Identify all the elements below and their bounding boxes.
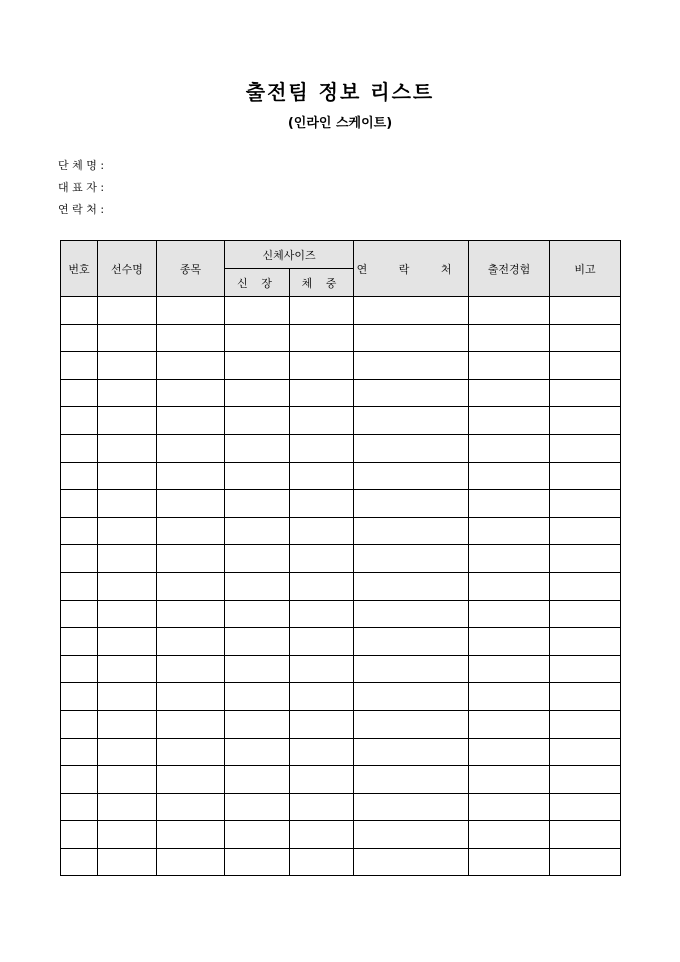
cell-number[interactable] [61, 683, 98, 711]
cell-height[interactable] [225, 766, 290, 794]
table-row [61, 738, 621, 766]
cell-remarks[interactable] [550, 297, 621, 325]
cell-player-name[interactable] [98, 490, 157, 518]
cell-event[interactable] [157, 655, 225, 683]
cell-weight[interactable] [290, 545, 354, 573]
cell-weight[interactable] [290, 628, 354, 656]
cell-height[interactable] [225, 407, 290, 435]
cell-weight[interactable] [290, 434, 354, 462]
cell-number[interactable] [61, 379, 98, 407]
cell-experience[interactable] [469, 379, 550, 407]
cell-experience[interactable] [469, 407, 550, 435]
cell-experience[interactable] [469, 572, 550, 600]
cell-experience[interactable] [469, 793, 550, 821]
cell-contact[interactable] [354, 793, 469, 821]
cell-event[interactable] [157, 352, 225, 380]
cell-experience[interactable] [469, 766, 550, 794]
contact-label: 연 락 처 : [58, 203, 105, 216]
cell-weight[interactable] [290, 600, 354, 628]
cell-remarks[interactable] [550, 600, 621, 628]
cell-weight[interactable] [290, 848, 354, 876]
table-row [61, 379, 621, 407]
cell-player-name[interactable] [98, 628, 157, 656]
cell-remarks[interactable] [550, 628, 621, 656]
cell-number[interactable] [61, 766, 98, 794]
cell-contact[interactable] [354, 379, 469, 407]
cell-weight[interactable] [290, 766, 354, 794]
cell-weight[interactable] [290, 738, 354, 766]
cell-number[interactable] [61, 655, 98, 683]
cell-contact[interactable] [354, 490, 469, 518]
cell-event[interactable] [157, 683, 225, 711]
page-subtitle: (인라인 스케이트) [287, 116, 393, 131]
cell-number[interactable] [61, 738, 98, 766]
table-row [61, 655, 621, 683]
page-title: 출전팀 정보 리스트 [245, 80, 435, 104]
cell-remarks[interactable] [550, 517, 621, 545]
cell-remarks[interactable] [550, 352, 621, 380]
table-row [61, 297, 621, 325]
table-row [61, 821, 621, 849]
cell-remarks[interactable] [550, 710, 621, 738]
cell-player-name[interactable] [98, 683, 157, 711]
cell-player-name[interactable] [98, 766, 157, 794]
cell-event[interactable] [157, 848, 225, 876]
cell-experience[interactable] [469, 848, 550, 876]
cell-weight[interactable] [290, 407, 354, 435]
cell-weight[interactable] [290, 324, 354, 352]
cell-weight[interactable] [290, 490, 354, 518]
cell-remarks[interactable] [550, 490, 621, 518]
cell-player-name[interactable] [98, 738, 157, 766]
cell-experience[interactable] [469, 490, 550, 518]
cell-contact[interactable] [354, 821, 469, 849]
cell-event[interactable] [157, 821, 225, 849]
cell-weight[interactable] [290, 572, 354, 600]
cell-remarks[interactable] [550, 434, 621, 462]
cell-remarks[interactable] [550, 324, 621, 352]
cell-remarks[interactable] [550, 407, 621, 435]
cell-event[interactable] [157, 297, 225, 325]
table-row [61, 848, 621, 876]
cell-event[interactable] [157, 710, 225, 738]
cell-number[interactable] [61, 517, 98, 545]
table-row [61, 628, 621, 656]
cell-event[interactable] [157, 517, 225, 545]
cell-height[interactable] [225, 572, 290, 600]
cell-height[interactable] [225, 628, 290, 656]
cell-experience[interactable] [469, 324, 550, 352]
cell-number[interactable] [61, 490, 98, 518]
cell-weight[interactable] [290, 683, 354, 711]
cell-height[interactable] [225, 821, 290, 849]
cell-remarks[interactable] [550, 848, 621, 876]
cell-height[interactable] [225, 793, 290, 821]
cell-remarks[interactable] [550, 379, 621, 407]
cell-height[interactable] [225, 324, 290, 352]
cell-height[interactable] [225, 683, 290, 711]
table-row [61, 462, 621, 490]
cell-experience[interactable] [469, 628, 550, 656]
cell-number[interactable] [61, 462, 98, 490]
cell-player-name[interactable] [98, 379, 157, 407]
cell-event[interactable] [157, 490, 225, 518]
cell-height[interactable] [225, 434, 290, 462]
cell-event[interactable] [157, 600, 225, 628]
roster-body [61, 297, 621, 876]
team-info [58, 155, 104, 221]
cell-event[interactable] [157, 407, 225, 435]
cell-height[interactable] [225, 545, 290, 573]
cell-number[interactable] [61, 821, 98, 849]
header-experience: 출전경험 [469, 241, 550, 297]
cell-height[interactable] [225, 738, 290, 766]
cell-contact[interactable] [354, 462, 469, 490]
cell-event[interactable] [157, 572, 225, 600]
cell-player-name[interactable] [98, 710, 157, 738]
cell-player-name[interactable] [98, 848, 157, 876]
cell-weight[interactable] [290, 793, 354, 821]
table-row [61, 490, 621, 518]
cell-contact[interactable] [354, 655, 469, 683]
cell-height[interactable] [225, 517, 290, 545]
cell-event[interactable] [157, 379, 225, 407]
cell-experience[interactable] [469, 517, 550, 545]
cell-experience[interactable] [469, 600, 550, 628]
table-row [61, 545, 621, 573]
cell-player-name[interactable] [98, 821, 157, 849]
table-row [61, 434, 621, 462]
cell-player-name[interactable] [98, 572, 157, 600]
cell-experience[interactable] [469, 462, 550, 490]
cell-event[interactable] [157, 793, 225, 821]
table-row [61, 766, 621, 794]
cell-contact[interactable] [354, 352, 469, 380]
cell-player-name[interactable] [98, 324, 157, 352]
cell-contact[interactable] [354, 324, 469, 352]
cell-weight[interactable] [290, 297, 354, 325]
cell-number[interactable] [61, 600, 98, 628]
cell-height[interactable] [225, 462, 290, 490]
cell-height[interactable] [225, 710, 290, 738]
cell-remarks[interactable] [550, 766, 621, 794]
cell-remarks[interactable] [550, 683, 621, 711]
cell-event[interactable] [157, 628, 225, 656]
cell-height[interactable] [225, 352, 290, 380]
representative-label: 대 표 자 : [58, 181, 105, 194]
table-row [61, 600, 621, 628]
cell-player-name[interactable] [98, 793, 157, 821]
cell-experience[interactable] [469, 683, 550, 711]
table-row [61, 683, 621, 711]
cell-event[interactable] [157, 738, 225, 766]
cell-height[interactable] [225, 848, 290, 876]
cell-player-name[interactable] [98, 407, 157, 435]
cell-weight[interactable] [290, 462, 354, 490]
cell-weight[interactable] [290, 379, 354, 407]
cell-height[interactable] [225, 379, 290, 407]
table-row [61, 710, 621, 738]
cell-weight[interactable] [290, 821, 354, 849]
cell-contact[interactable] [354, 407, 469, 435]
cell-event[interactable] [157, 462, 225, 490]
cell-experience[interactable] [469, 710, 550, 738]
table-row [61, 793, 621, 821]
header-body-size: 신체사이즈 [225, 241, 354, 269]
cell-contact[interactable] [354, 517, 469, 545]
cell-remarks[interactable] [550, 545, 621, 573]
cell-contact[interactable] [354, 710, 469, 738]
cell-remarks[interactable] [550, 738, 621, 766]
cell-height[interactable] [225, 490, 290, 518]
cell-number[interactable] [61, 545, 98, 573]
roster-table [60, 240, 621, 876]
cell-contact[interactable] [354, 683, 469, 711]
cell-weight[interactable] [290, 655, 354, 683]
cell-player-name[interactable] [98, 462, 157, 490]
cell-experience[interactable] [469, 297, 550, 325]
table-row [61, 572, 621, 600]
cell-number[interactable] [61, 793, 98, 821]
cell-number[interactable] [61, 352, 98, 380]
cell-height[interactable] [225, 655, 290, 683]
cell-number[interactable] [61, 434, 98, 462]
cell-experience[interactable] [469, 738, 550, 766]
cell-remarks[interactable] [550, 572, 621, 600]
cell-player-name[interactable] [98, 352, 157, 380]
cell-player-name[interactable] [98, 655, 157, 683]
cell-contact[interactable] [354, 572, 469, 600]
header-height: 신 장 [225, 269, 290, 297]
cell-remarks[interactable] [550, 655, 621, 683]
cell-height[interactable] [225, 297, 290, 325]
cell-experience[interactable] [469, 352, 550, 380]
cell-event[interactable] [157, 545, 225, 573]
cell-weight[interactable] [290, 352, 354, 380]
cell-number[interactable] [61, 848, 98, 876]
cell-player-name[interactable] [98, 517, 157, 545]
team-name-label: 단 체 명 : [58, 159, 105, 172]
cell-number[interactable] [61, 572, 98, 600]
cell-contact[interactable] [354, 297, 469, 325]
cell-player-name[interactable] [98, 600, 157, 628]
header-remarks: 비고 [550, 241, 621, 297]
cell-number[interactable] [61, 324, 98, 352]
table-row [61, 324, 621, 352]
cell-remarks[interactable] [550, 462, 621, 490]
cell-contact[interactable] [354, 738, 469, 766]
cell-contact[interactable] [354, 628, 469, 656]
cell-event[interactable] [157, 324, 225, 352]
cell-player-name[interactable] [98, 434, 157, 462]
cell-weight[interactable] [290, 710, 354, 738]
cell-height[interactable] [225, 600, 290, 628]
cell-weight[interactable] [290, 517, 354, 545]
cell-experience[interactable] [469, 655, 550, 683]
cell-experience[interactable] [469, 545, 550, 573]
table-row [61, 407, 621, 435]
cell-contact[interactable] [354, 766, 469, 794]
cell-remarks[interactable] [550, 821, 621, 849]
cell-player-name[interactable] [98, 545, 157, 573]
header-player-name: 선수명 [98, 241, 157, 297]
cell-remarks[interactable] [550, 793, 621, 821]
cell-experience[interactable] [469, 434, 550, 462]
cell-number[interactable] [61, 710, 98, 738]
header-weight: 체 중 [290, 269, 354, 297]
cell-contact[interactable] [354, 848, 469, 876]
header-contact: 연 락 처 [354, 241, 469, 297]
header-number: 번호 [61, 241, 98, 297]
table-row [61, 352, 621, 380]
table-row [61, 517, 621, 545]
cell-contact[interactable] [354, 600, 469, 628]
cell-event[interactable] [157, 766, 225, 794]
cell-contact[interactable] [354, 545, 469, 573]
cell-number[interactable] [61, 407, 98, 435]
cell-experience[interactable] [469, 821, 550, 849]
cell-player-name[interactable] [98, 297, 157, 325]
cell-number[interactable] [61, 628, 98, 656]
cell-contact[interactable] [354, 434, 469, 462]
cell-event[interactable] [157, 434, 225, 462]
header-event: 종목 [157, 241, 225, 297]
cell-number[interactable] [61, 297, 98, 325]
